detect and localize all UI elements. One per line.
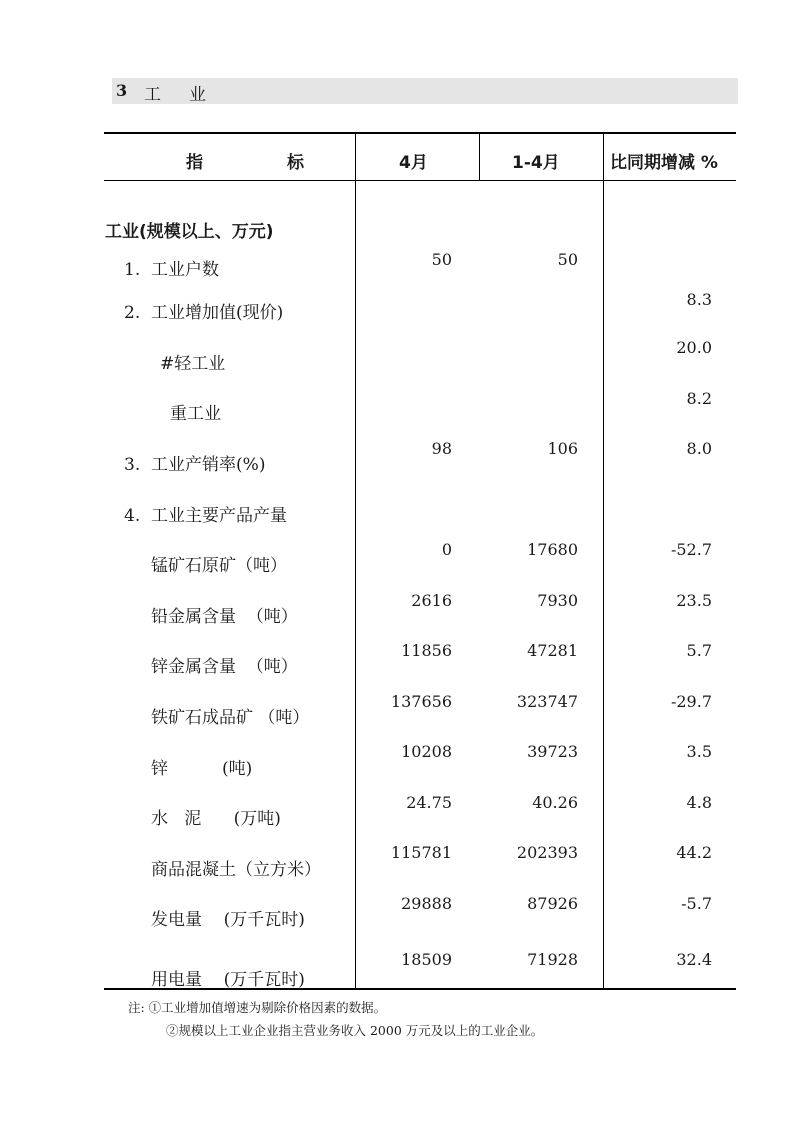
ytd-value: 17680 xyxy=(527,540,578,559)
month-value: 115781 xyxy=(390,843,452,862)
row-label: 锌 (吨) xyxy=(151,759,253,779)
column-divider-1 xyxy=(355,133,356,989)
row-label: 铅金属含量 （吨） xyxy=(151,607,298,627)
row-label: 锌金属含量 （吨） xyxy=(151,657,298,677)
column-divider-2 xyxy=(479,133,480,181)
ytd-value: 106 xyxy=(547,439,578,458)
change-value: 32.4 xyxy=(676,950,712,969)
row-label: 发电量 (万千瓦时) xyxy=(151,910,305,930)
ytd-value: 202393 xyxy=(516,843,578,862)
row-label: 3. 工业产销率(%) xyxy=(124,455,266,475)
month-value: 24.75 xyxy=(406,793,452,812)
month-value: 2616 xyxy=(411,591,452,610)
row-label: 铁矿石成品矿 （吨） xyxy=(151,708,310,728)
month-value: 50 xyxy=(431,250,452,269)
row-label: 水 泥 (万吨) xyxy=(151,809,281,829)
ytd-value: 7930 xyxy=(537,591,578,610)
ytd-value: 40.26 xyxy=(532,793,578,812)
section-title: 工业 xyxy=(144,85,234,105)
row-label: 4. 工业主要产品产量 xyxy=(124,506,288,526)
row-label: 重工业 xyxy=(170,404,221,424)
month-value: 10208 xyxy=(401,742,452,761)
row-label: 商品混凝土（立方米） xyxy=(151,860,321,880)
change-value: 20.0 xyxy=(676,338,712,357)
ytd-value: 47281 xyxy=(527,641,578,660)
change-value: 23.5 xyxy=(676,591,712,610)
change-value: 4.8 xyxy=(686,793,712,812)
change-value: 8.0 xyxy=(686,439,712,458)
change-value: 5.7 xyxy=(686,641,712,660)
ytd-value: 87926 xyxy=(527,894,578,913)
month-value: 98 xyxy=(431,439,452,458)
section-number: 3 xyxy=(116,81,128,100)
footnote-2: ②规模以上工业企业指主营业务收入 2000 万元及以上的工业企业。 xyxy=(166,1023,544,1038)
ytd-value: 323747 xyxy=(516,692,578,711)
change-value: 44.2 xyxy=(676,843,712,862)
month-value: 0 xyxy=(441,540,452,559)
ytd-value: 39723 xyxy=(527,742,578,761)
table-top-rule xyxy=(104,132,736,134)
month-value: 11856 xyxy=(401,641,452,660)
category-label: 工业(规模以上、万元) xyxy=(105,222,274,242)
change-value: -29.7 xyxy=(670,692,712,711)
footnote-1: 注: ①工业增加值增速为剔除价格因素的数据。 xyxy=(128,1000,387,1015)
ytd-value: 50 xyxy=(557,250,578,269)
month-value: 29888 xyxy=(401,894,452,913)
row-label: 用电量 (万千瓦时) xyxy=(151,970,305,990)
change-value: 8.3 xyxy=(686,290,712,309)
header-change: 比同期增减 % xyxy=(610,153,718,173)
header-indicator: 指标 xyxy=(186,153,388,173)
ytd-value: 71928 xyxy=(527,950,578,969)
header-month: 4月 xyxy=(399,153,428,173)
change-value: 8.2 xyxy=(686,389,712,408)
row-label: #轻工业 xyxy=(160,354,226,374)
month-value: 137656 xyxy=(390,692,452,711)
column-divider-3 xyxy=(603,133,604,989)
change-value: -5.7 xyxy=(681,894,712,913)
header-ytd: 1-4月 xyxy=(512,153,560,173)
month-value: 18509 xyxy=(401,950,452,969)
header-bottom-rule xyxy=(104,180,736,181)
row-label: 1. 工业户数 xyxy=(124,260,220,280)
change-value: -52.7 xyxy=(670,540,712,559)
change-value: 3.5 xyxy=(686,742,712,761)
row-label: 锰矿石原矿（吨） xyxy=(151,556,287,576)
row-label: 2. 工业增加值(现价) xyxy=(124,303,284,323)
section-title-bar xyxy=(112,78,738,104)
